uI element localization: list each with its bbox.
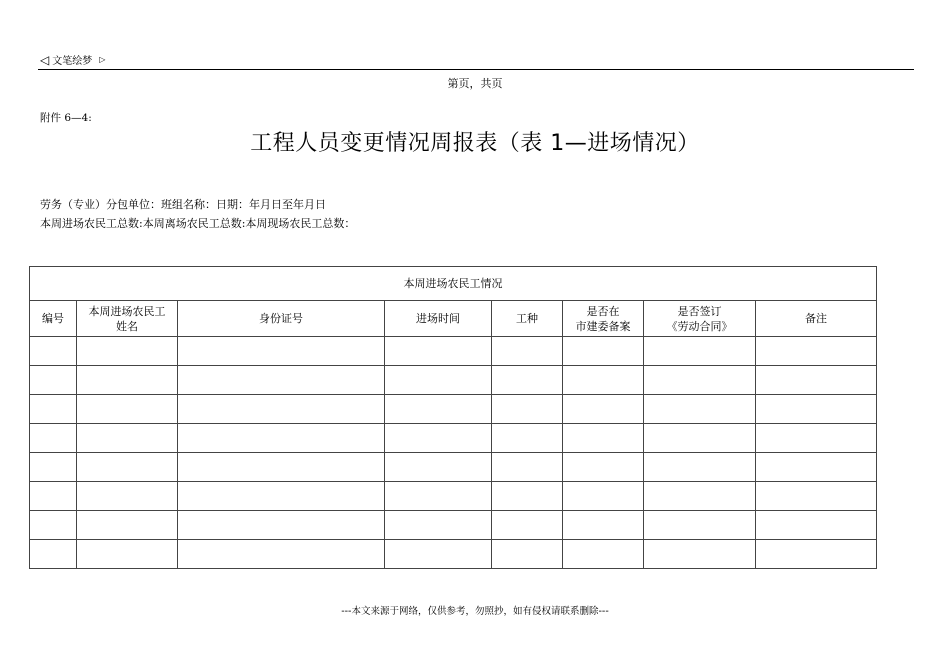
table-cell <box>77 511 178 540</box>
info-line-worker-totals: 本周进场农民工总数:本周离场农民工总数:本周现场农民工总数： <box>40 217 356 230</box>
column-header-line: 编号 <box>42 312 64 325</box>
column-header <box>178 301 385 337</box>
table-cell <box>385 337 492 366</box>
table-header-row <box>30 301 877 337</box>
table-cell <box>492 395 563 424</box>
table-cell <box>385 395 492 424</box>
table-cell <box>30 453 77 482</box>
table-cell <box>77 453 178 482</box>
table-cell <box>30 424 77 453</box>
attachment-label: 附件 6—4: <box>40 112 92 124</box>
table-cell <box>563 482 644 511</box>
table-cell <box>563 337 644 366</box>
table-row <box>30 540 877 569</box>
table-cell <box>77 395 178 424</box>
table-cell <box>563 453 644 482</box>
table-cell <box>385 511 492 540</box>
column-header-line: 市建委备案 <box>575 319 631 333</box>
table-cell <box>563 511 644 540</box>
table-cell <box>644 540 756 569</box>
column-header <box>644 301 756 337</box>
table-caption: 本周进场农民工情况 <box>30 267 877 301</box>
column-header-line: 进场时间 <box>416 312 460 325</box>
column-header <box>756 301 877 337</box>
column-header-line: 备注 <box>805 312 827 325</box>
table-cell <box>756 424 877 453</box>
column-header-line: 是否在 <box>586 304 620 318</box>
column-header-line: 工种 <box>516 312 538 325</box>
table-cell <box>563 366 644 395</box>
table-cell <box>77 366 178 395</box>
table-cell <box>756 540 877 569</box>
table-cell <box>563 540 644 569</box>
table-row <box>30 395 877 424</box>
table-cell <box>178 424 385 453</box>
table-cell <box>385 540 492 569</box>
left-triangle-icon: ◁ <box>40 52 50 67</box>
table-cell <box>30 511 77 540</box>
table-cell <box>178 540 385 569</box>
info-line-unit-date: 劳务（专业）分包单位：班组名称：日期：年月日至年月日 <box>40 198 326 211</box>
table-cell <box>756 337 877 366</box>
table-cell <box>178 395 385 424</box>
table-cell <box>77 540 178 569</box>
document-title: 工程人员变更情况周报表（表 1—进场情况） <box>250 131 700 156</box>
table-cell <box>756 366 877 395</box>
table-cell <box>644 424 756 453</box>
table-cell <box>492 337 563 366</box>
column-header <box>563 301 644 337</box>
table-row <box>30 453 877 482</box>
brand-text: 文笔绘梦 <box>52 56 93 67</box>
table-cell <box>178 453 385 482</box>
table-cell <box>492 366 563 395</box>
table-cell <box>492 482 563 511</box>
table-cell <box>30 366 77 395</box>
table-row <box>30 366 877 395</box>
column-header-line: 是否签订 <box>677 304 722 318</box>
page-indicator: 第页，共页 <box>447 77 503 90</box>
table-row <box>30 511 877 540</box>
table-cell <box>644 511 756 540</box>
table-cell <box>563 424 644 453</box>
table-cell <box>385 453 492 482</box>
table-cell <box>756 395 877 424</box>
table-cell <box>30 540 77 569</box>
table-cell <box>77 337 178 366</box>
table-cell <box>30 395 77 424</box>
column-header <box>77 301 178 337</box>
table-cell <box>756 482 877 511</box>
column-header-line: 本周进场农民工 <box>88 304 166 318</box>
footer-disclaimer: ---本文来源于网络，仅供参考，勿照抄，如有侵权请联系删除--- <box>341 606 609 617</box>
table-cell <box>30 337 77 366</box>
table-cell <box>492 511 563 540</box>
table-cell <box>644 366 756 395</box>
table-cell <box>644 337 756 366</box>
table-cell <box>563 395 644 424</box>
table-cell <box>756 453 877 482</box>
column-header <box>492 301 563 337</box>
table-row <box>30 424 877 453</box>
table-cell <box>178 511 385 540</box>
header-brand <box>40 52 105 67</box>
table-cell <box>492 540 563 569</box>
column-header <box>385 301 492 337</box>
table-cell <box>30 482 77 511</box>
worker-entry-table <box>29 266 877 569</box>
table-cell <box>756 511 877 540</box>
column-header-line: 《劳动合同》 <box>666 319 733 333</box>
table-row <box>30 337 877 366</box>
table-cell <box>385 424 492 453</box>
table-cell <box>385 366 492 395</box>
table-cell <box>492 453 563 482</box>
column-header <box>30 301 77 337</box>
table-cell <box>77 424 178 453</box>
table-cell <box>492 424 563 453</box>
table-cell <box>644 395 756 424</box>
table-cell <box>178 482 385 511</box>
table-row <box>30 482 877 511</box>
header-divider <box>38 69 914 70</box>
table-cell <box>644 453 756 482</box>
table-cell <box>644 482 756 511</box>
column-header-line: 身份证号 <box>259 312 303 325</box>
column-header-line: 姓名 <box>116 319 138 333</box>
table-cell <box>385 482 492 511</box>
table-cell <box>77 482 178 511</box>
table-cell <box>178 366 385 395</box>
right-triangle-icon: ▷ <box>99 55 106 64</box>
table-cell <box>178 337 385 366</box>
